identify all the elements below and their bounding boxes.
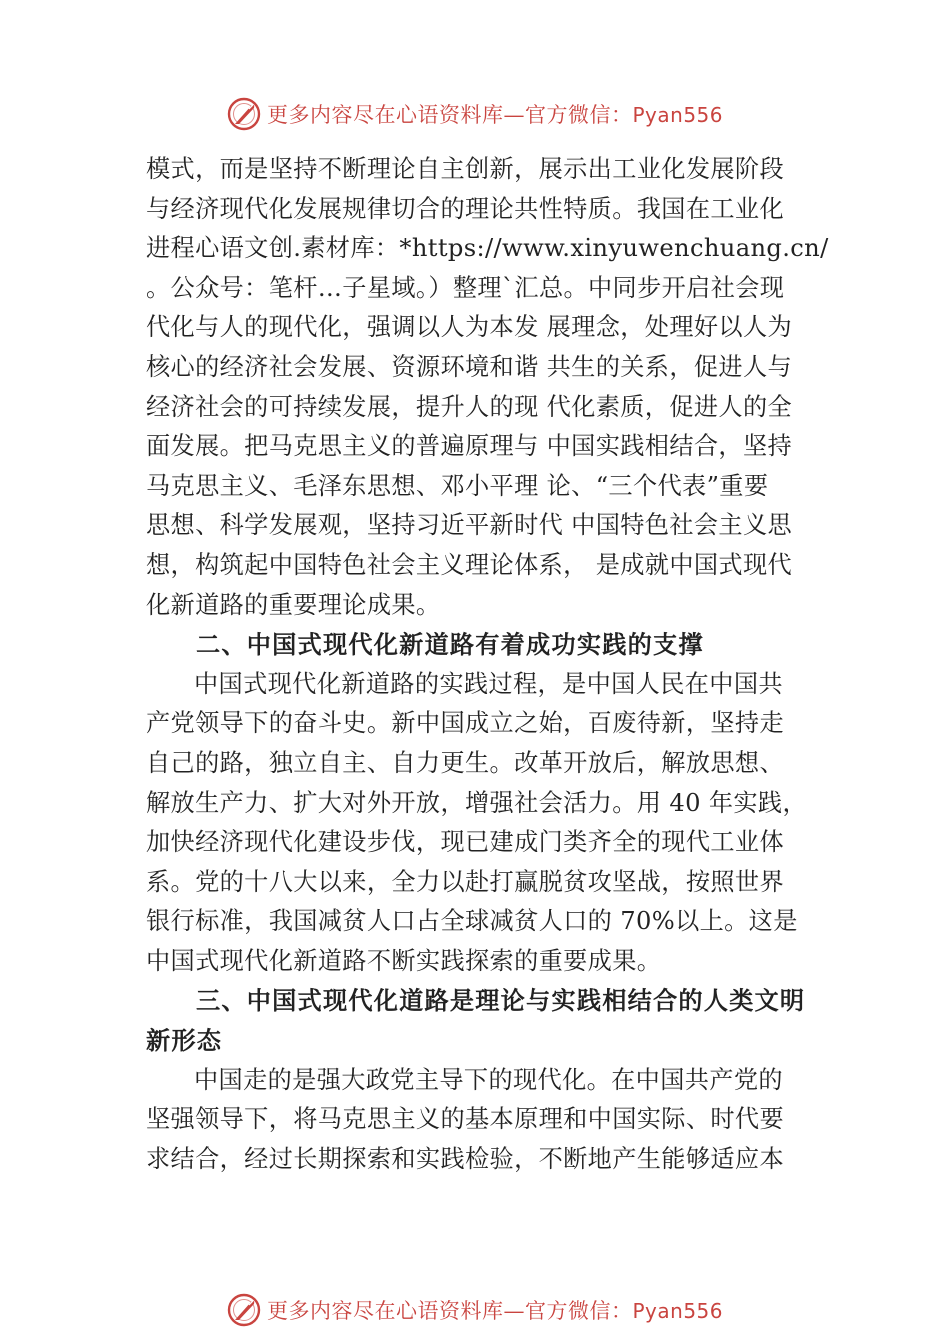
body-line: 进程心语文创.素材库：*https://www.xinyuwenchuang.cn/ bbox=[146, 234, 829, 263]
body-line: 核心的经济社会发展、资源环境和谐 共生的关系，促进人与 bbox=[146, 352, 793, 381]
body-line: 系。党的十八大以来，全力以赴打赢脱贫攻坚战，按照世界 bbox=[146, 867, 784, 896]
section-heading-3-continued: 新形态 bbox=[146, 1026, 223, 1056]
body-line: 化新道路的重要理论成果。 bbox=[146, 590, 441, 619]
body-line: 中国走的是强大政党主导下的现代化。在中国共产党的 bbox=[194, 1065, 783, 1094]
banner-text bbox=[267, 99, 723, 129]
banner-slogan: 更多内容尽在心语资料库 bbox=[266, 1299, 504, 1323]
body-line: 求结合，经过长期探索和实践检验，不断地产生能够适应本 bbox=[146, 1144, 784, 1173]
quill-seal-icon bbox=[227, 1293, 261, 1327]
header-watermark-banner bbox=[0, 92, 950, 136]
banner-dash: — bbox=[503, 1299, 525, 1323]
body-line: 经济社会的可持续发展，提升人的现 代化素质，促进人的全 bbox=[146, 392, 793, 421]
body-line: 加快经济现代化建设步伐，现已建成门类齐全的现代工业体 bbox=[146, 828, 784, 857]
section-heading-2: 二、中国式现代化新道路有着成功实践的支撑 bbox=[196, 630, 704, 660]
banner-text bbox=[267, 1295, 723, 1325]
banner-wechat-id: Pyan556 bbox=[632, 1299, 723, 1323]
body-line: 自己的路，独立自主、自力更生。改革开放后，解放思想、 bbox=[146, 748, 784, 777]
banner-wechat-label: 官方微信： bbox=[524, 1299, 633, 1323]
body-line: 坚强领导下，将马克思主义的基本原理和中国实际、时代要 bbox=[146, 1105, 784, 1134]
body-line: 产党领导下的奋斗史。新中国成立之始，百废待新，坚持走 bbox=[146, 709, 784, 738]
banner-wechat-id: Pyan556 bbox=[632, 103, 723, 127]
banner-slogan: 更多内容尽在心语资料库 bbox=[266, 103, 504, 127]
footer-watermark-banner bbox=[0, 1288, 950, 1332]
body-line: 中国式现代化新道路的实践过程，是中国人民在中国共 bbox=[194, 669, 783, 698]
banner-dash: — bbox=[503, 103, 525, 127]
body-line: 想，构筑起中国特色社会主义理论体系， 是成就中国式现代 bbox=[146, 550, 793, 579]
body-line: 银行标准，我国减贫人口占全球减贫人口的 70%以上。这是 bbox=[146, 907, 798, 936]
body-line: 思想、科学发展观，坚持习近平新时代 中国特色社会主义思 bbox=[146, 511, 793, 540]
banner-wechat-label: 官方微信： bbox=[524, 103, 633, 127]
section-heading-3: 三、中国式现代化道路是理论与实践相结合的人类文明 bbox=[196, 986, 806, 1016]
body-line: 模式，而是坚持不断理论自主创新，展示出工业化发展阶段 bbox=[146, 155, 784, 183]
body-line: 。公众号：笔杆…子星域。）整理`汇总。中同步开启社会现 bbox=[146, 273, 785, 302]
body-line: 面发展。把马克思主义的普遍原理与 中国实践相结合，坚持 bbox=[146, 432, 793, 461]
body-line: 中国式现代化新道路不断实践探索的重要成果。 bbox=[146, 946, 662, 975]
body-line: 与经济现代化发展规律切合的理论共性特质。我国在工业化 bbox=[146, 194, 784, 223]
body-line: 马克思主义、毛泽东思想、邓小平理 论、“三个代表”重要 bbox=[146, 471, 769, 500]
body-line: 解放生产力、扩大对外开放，增强社会活力。用 40 年实践， bbox=[146, 788, 807, 817]
quill-seal-icon bbox=[227, 97, 261, 131]
document-body bbox=[146, 150, 829, 1179]
body-line: 代化与人的现代化，强调以人为本发 展理念，处理好以人为 bbox=[146, 313, 793, 342]
